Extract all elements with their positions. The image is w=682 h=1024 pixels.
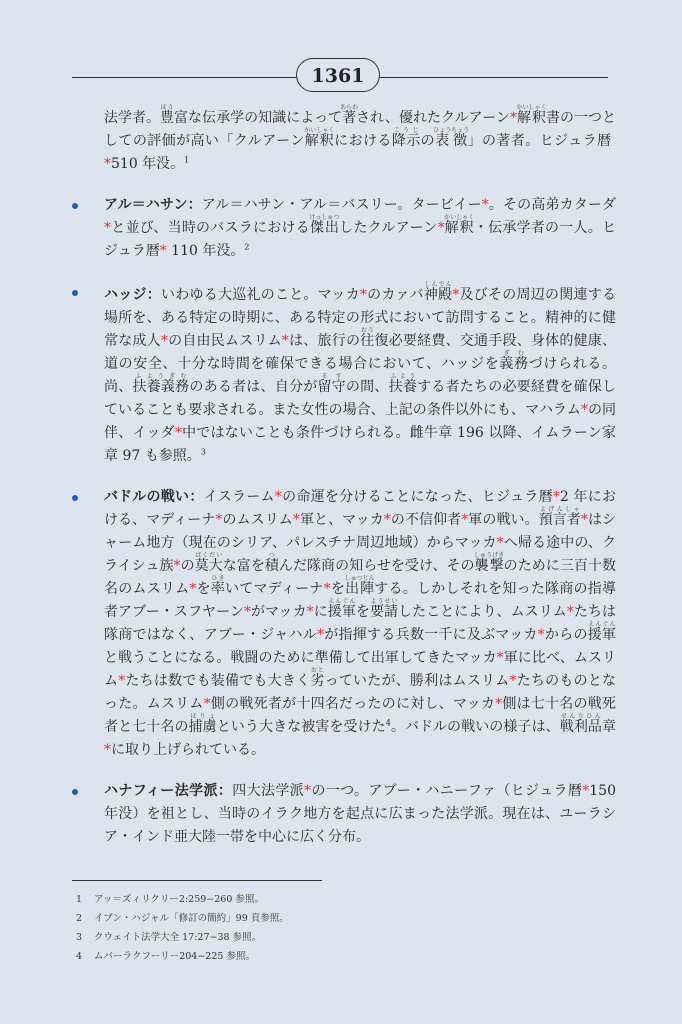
ruby-annotation: 扶養義務ふようぎむ (132, 373, 190, 395)
asterisk-mark: * (281, 333, 289, 349)
ruby-annotation: 要請ようせい (369, 598, 399, 620)
entry-term: ハナフィー法学派： (104, 783, 233, 799)
bullet-icon (72, 290, 78, 296)
glossary-entry-al-hasan: アル＝ハサン：アル＝ハサン・アル＝バスリー。タービイー*。その高弟カターダ*と並び、当時のバスラにおける傑出けっしゅつしたクルアーン*解釈かいしゃく・伝承学者の一人。ヒジュラ暦* 110 年没。$^2$ (76, 194, 616, 263)
bullet-icon (72, 789, 78, 795)
ruby-annotation: 傑出けっしゅつ (309, 214, 340, 236)
asterisk-mark: * (323, 581, 331, 597)
asterisk-mark: * (580, 512, 588, 528)
asterisk-mark: * (537, 627, 545, 643)
ruby-annotation: 援軍えんぐん (327, 598, 356, 620)
footnote-ref: 3 (200, 447, 206, 457)
asterisk-mark: * (481, 197, 489, 213)
ruby-annotation: 莫大ばくだい (194, 552, 223, 574)
asterisk-mark: * (496, 535, 504, 551)
asterisk-mark: * (104, 220, 111, 236)
asterisk-mark: * (189, 581, 197, 597)
asterisk-mark: * (316, 627, 324, 643)
ruby-annotation: 解釈かいしゃく (304, 127, 335, 149)
entry-term: ハッジ： (104, 287, 161, 303)
asterisk-mark: * (452, 287, 460, 303)
footnote-rule (72, 880, 322, 881)
asterisk-mark: * (582, 783, 590, 799)
footnote-ref: 2 (244, 242, 250, 252)
asterisk-mark: * (509, 110, 517, 126)
footnote-item: 3 クウェイト法学大全 17:27−38 参照。 (76, 932, 262, 943)
ruby-annotation: 義務ぎむ (499, 350, 529, 372)
asterisk-mark: * (274, 489, 282, 505)
bullet-icon (72, 495, 78, 501)
glossary-entry-badr: バドルの戦い：イスラーム*の命運を分けることになった、ヒジュラ暦*2 年における、マディーナ*のムスリム*軍と、マッカ*の不信仰者*軍の戦い。預言者よげんしゃ*はシャーム地方（現在のシリア、パレスチナ周辺地域）からマッカ*へ帰る途中の、クライシュ族*の莫大ばくだいな富を積つんだ隊商の知らせを受け、その襲撃しゅうげきのために三百十数名のムスリム*を率ひきいてマディーナ*を出陣しゅつじんする。しかしそれを知った隊商の指導者アブー・スフヤーン*がマッカ*に援軍えんぐんを要請ようせいしたことにより、ムスリム*たちは隊商ではなく、アブー・ジャハル*が指揮する兵数一千に及ぶマッカ*からの援軍えんぐんと戦うことになる。戦闘のために準備して出軍してきたマッカ*軍に比べ、ムスリム*たちは数でも装備でも大きく劣おとっていたが、勝利はムスリム*たちのものとなった。ムスリム*側の戦死者が十四名だったのに対し、マッカ*側は七十名の戦死者と七十名の捕虜ほりょという大きな被害を受けた$^4$。バドルの戦いの様子は、戦利品せんりひん章*に取り上げられている。 (76, 486, 616, 762)
footnote-item: 4 ムバーラクフーリー204−225 参照。 (76, 951, 255, 962)
ruby-annotation: 襲撃しゅうげき (474, 552, 505, 574)
footnote-item: 2 イブン・ハジャル「修訂の簡約」99 頁参照。 (76, 913, 289, 924)
asterisk-mark: * (159, 243, 167, 259)
asterisk-mark: * (552, 489, 560, 505)
ruby-annotation: 降示こうじ (391, 127, 421, 149)
continuation-paragraph: 法学者。豊ほう富な伝承学の知識によって著あらわされ、優れたクルアーン*解釈かいしゃく書の一つとしての評価が高い「クルアーン解釈かいしゃくにおける降示こうじの表徴ひょうちょう」の著者。ヒジュラ暦*510 年没。$^1$ (104, 104, 617, 172)
ruby-annotation: 劣おと (310, 667, 325, 689)
glossary-body (76, 104, 616, 849)
asterisk-mark: * (495, 696, 503, 712)
ruby-annotation: 捕虜ほりょ (188, 713, 217, 735)
footnote-ref: 1 (184, 155, 190, 165)
entry-term: バドルの戦い： (104, 489, 204, 505)
asterisk-mark: * (437, 220, 445, 236)
ruby-annotation: 率ひき (210, 575, 226, 597)
ruby-annotation: 戦利品せんりひん (559, 713, 603, 735)
asterisk-mark: * (304, 783, 312, 799)
ruby-annotation: 援軍えんぐん (587, 621, 616, 643)
asterisk-mark: * (292, 512, 300, 528)
asterisk-mark: * (118, 673, 126, 689)
ruby-annotation: 著あらわ (340, 104, 359, 126)
asterisk-mark: * (243, 604, 251, 620)
ruby-annotation: 神殿しんでん (423, 281, 453, 303)
asterisk-mark: * (306, 604, 314, 620)
glossary-entry-hanafi: ハナフィー法学派：四大法学派*の一つ。アブー・ハニーファ（ヒジュラ暦*150 年没）を祖とし、当時のイラク地方を起点に広まった法学派。現在は、ユーラシア・インド亜大陸一帯を中心に広く分布。 (76, 780, 616, 849)
asterisk-mark: * (509, 673, 517, 689)
ruby-annotation: 扶養ふよう (388, 373, 418, 395)
footnote-ref: 4 (385, 718, 391, 728)
ruby: 豊ほう (160, 104, 175, 126)
ruby-annotation: 積つ (264, 552, 279, 574)
asterisk-mark: * (496, 650, 504, 666)
ruby-annotation: 預言者よげんしゃ (538, 506, 581, 528)
bullet-icon (72, 203, 78, 209)
ruby-annotation: 表徴ひょうちょう (433, 127, 470, 149)
asterisk-mark: * (173, 558, 181, 574)
ruby-annotation: 出陣しゅつじん (344, 575, 375, 597)
asterisk-mark: * (104, 742, 111, 758)
ruby-annotation: 往おう (360, 327, 375, 349)
footnotes (76, 890, 616, 966)
asterisk-mark: * (104, 156, 111, 172)
asterisk-mark: * (174, 425, 182, 441)
asterisk-mark: * (203, 696, 211, 712)
asterisk-mark: * (359, 287, 367, 303)
page-number: 1361 (296, 58, 380, 92)
asterisk-mark: * (383, 512, 391, 528)
asterisk-mark: * (566, 604, 574, 620)
ruby-annotation: 留守るす (317, 373, 346, 395)
asterisk-mark: * (215, 512, 223, 528)
asterisk-mark: * (461, 512, 469, 528)
entry-term: アル＝ハサン： (104, 197, 202, 213)
glossary-entry-hajj: ハッジ：いわゆる大巡礼のこと。マッカ*のカァバ神殿しんでん*及びその周辺の関連する場所を、ある特定の時期に、ある特定の形式において訪問すること。精神的に健常な成人*の自由民ムスリム*は、旅行の往おう復必要経費、交通手段、身体的健康、道の安全、十分な時間を確保できる場合において、ハッジを義務ぎむづけられる。尚、扶養義務ふようぎむのある者は、自分が留守るすの間、扶養ふようする者たちの必要経費を確保していることも要求される。また女性の場合、上記の条件以外にも、マハラム*の同伴、イッダ*中ではないことも条件づけられる。雌牛章 196 以降、イムラーン家章 97 も参照。$^3$ (76, 281, 616, 468)
asterisk-mark: * (580, 402, 588, 418)
footnote-item: 1 アッ＝ズィリクリー2:259−260 参照。 (76, 894, 264, 905)
asterisk-mark: * (160, 333, 168, 349)
ruby-annotation: 解釈かいしゃく (516, 104, 547, 126)
ruby-annotation: 解釈かいしゃく (444, 214, 475, 236)
